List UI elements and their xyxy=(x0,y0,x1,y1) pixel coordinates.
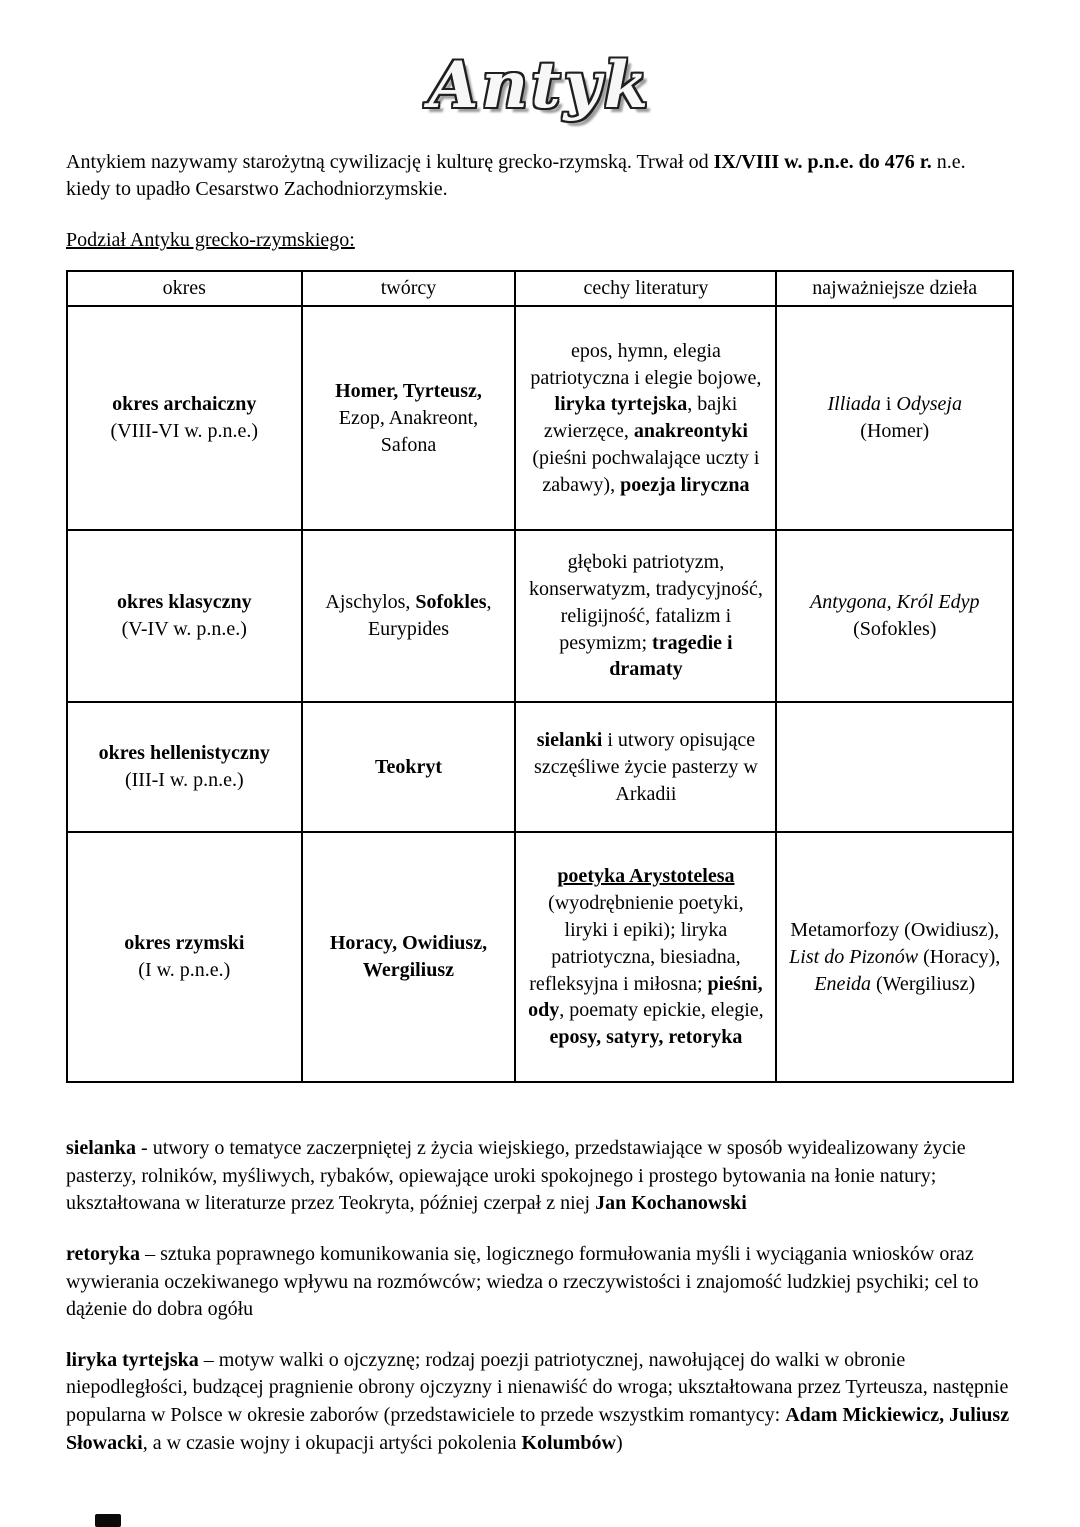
table-cell-tworcy: Ajschylos, Sofokles, Eurypides xyxy=(302,530,516,702)
table-header-okres: okres xyxy=(67,271,302,306)
definitions-section xyxy=(66,1135,1014,1457)
definition-retoryka: retoryka – sztuka poprawnego komunikowania się, logicznego formułowania myśli i wyciągania wniosków oraz wywierania oczekiwanego wpływu na rozmówców; wiedza o rzeczywistości i znajomość ludzkiej psychiki; cel to dążenie do dobra ogółu xyxy=(66,1242,979,1321)
table-cell-tworcy: Teokryt xyxy=(302,702,516,832)
section-heading xyxy=(66,229,1014,252)
table-cell-okres: okres hellenistyczny (III-I w. p.n.e.) xyxy=(67,702,302,832)
table-header-tworcy: twórcy xyxy=(302,271,516,306)
table-cell-okres: okres klasyczny (V-IV w. p.n.e.) xyxy=(67,530,302,702)
page-title: Antyk xyxy=(428,48,652,123)
definition-sielanka: sielanka - utwory o tematyce zaczerpniętej z życia wiejskiego, przedstawiające w sposób wyidealizowany życie pasterzy, rolników, myśliwych, rybaków, opiewające uroki spokojnego i prostego bytowania na łonie natury; ukształtowana w literaturze przez Teokryta, później czerpał z niej Jan Kochanowski xyxy=(66,1137,966,1215)
table-row-okres-archaiczny xyxy=(67,306,1013,530)
table-row-okres-hellenistyczny xyxy=(67,702,1013,832)
table-cell-cechy: głęboki patriotyzm, konserwatyzm, tradycyjność, religijność, fatalizm i pesymizm; tragedie i dramaty xyxy=(515,530,776,702)
table-row-okres-rzymski xyxy=(67,832,1013,1082)
cutoff-text-fragment xyxy=(95,1514,121,1527)
table-cell-dziela: Metamorfozy (Owidiusz), List do Pizonów (Horacy), Eneida (Wergiliusz) xyxy=(776,832,1013,1082)
table-cell-dziela xyxy=(776,702,1013,832)
table-row-okres-klasyczny xyxy=(67,530,1013,702)
table-header-najwazniejsze-dziela: najważniejsze dzieła xyxy=(776,271,1013,306)
table-header-row xyxy=(67,271,1013,306)
table-cell-cechy: sielanki i utwory opisujące szczęśliwe życie pasterzy w Arkadii xyxy=(515,702,776,832)
table-cell-okres: okres archaiczny (VIII-VI w. p.n.e.) xyxy=(67,306,302,530)
table-header-cechy-literatury: cechy literatury xyxy=(515,271,776,306)
table-cell-tworcy: Horacy, Owidiusz, Wergiliusz xyxy=(302,832,516,1082)
section-heading-text: Podział Antyku grecko-rzymskiego: xyxy=(66,229,355,252)
table-cell-dziela: Antygona, Król Edyp (Sofokles) xyxy=(776,530,1013,702)
table-cell-dziela: Illiada i Odyseja (Homer) xyxy=(776,306,1013,530)
literature-table xyxy=(66,270,1014,1083)
table-cell-cechy: poetyka Arystotelesa (wyodrębnienie poetyki, liryki i epiki); liryka patriotyczna, biesiadna, refleksyjna i miłosna; pieśni, ody, poematy epickie, elegie, eposy, satyry, retoryka xyxy=(515,832,776,1082)
intro-paragraph: Antykiem nazywamy starożytną cywilizację i kulturę grecko-rzymską. Trwał od IX/VIII w. p.n.e. do 476 r. n.e. kiedy to upadło Cesarstwo Zachodniorzymskie. xyxy=(66,151,966,201)
table-cell-cechy: epos, hymn, elegia patriotyczna i elegie bojowe, liryka tyrtejska, bajki zwierzęce, anakreontyki (pieśni pochwalające uczty i zabawy), poezja liryczna xyxy=(515,306,776,530)
table-cell-tworcy: Homer, Tyrteusz, Ezop, Anakreont, Safona xyxy=(302,306,516,530)
table-cell-okres: okres rzymski (I w. p.n.e.) xyxy=(67,832,302,1082)
definition-liryka-tyrtejska: liryka tyrtejska – motyw walki o ojczyznę; rodzaj poezji patriotycznej, nawołującej do walki w obronie niepodległości, budzącej pragnienie obrony ojczyzny i nienawiść do wroga; ukształtowana przez Tyrteusza, następnie popularna w Polsce w okresie zaborów (przedstawiciele to przede wszystkim romantycy: Adam Mickiewicz, Juliusz Słowacki, a w czasie wojny i okupacji artyści pokolenia Kolumbów) xyxy=(66,1348,1010,1454)
